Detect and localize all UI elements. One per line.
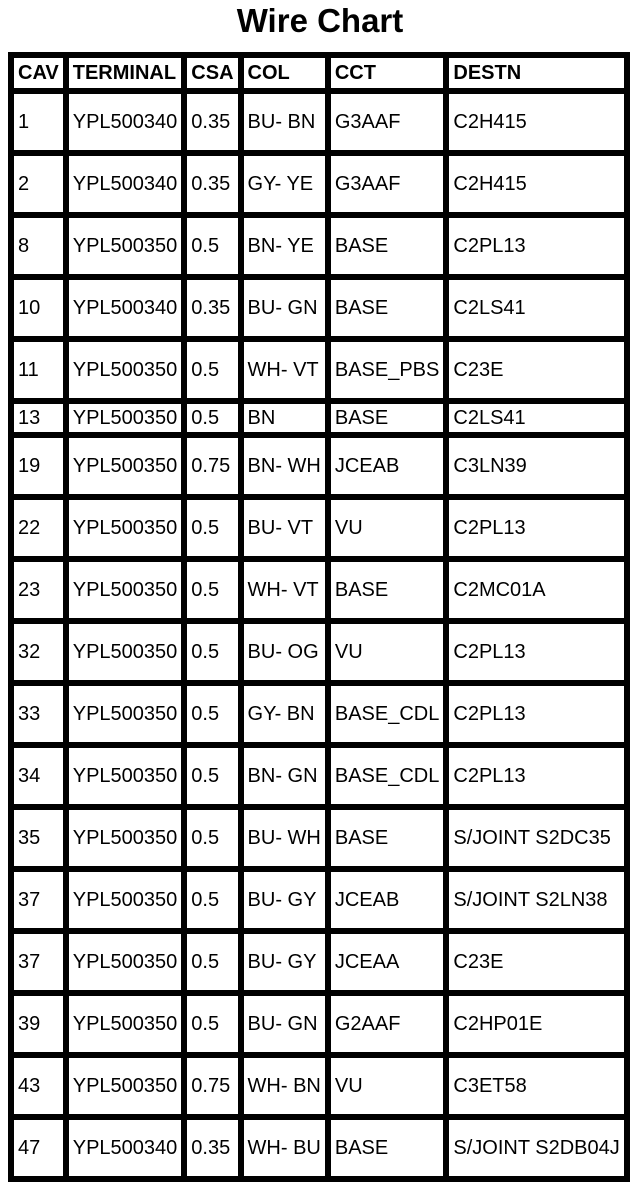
cell-destn: C2H415	[446, 91, 626, 153]
cell-col: WH- VT	[241, 559, 328, 621]
cell-terminal: YPL500340	[66, 1117, 185, 1179]
table-header-row	[11, 55, 627, 91]
cell-col: BU- GY	[241, 931, 328, 993]
cell-destn: S/JOINT S2DC35	[446, 807, 626, 869]
cell-col: WH- BU	[241, 1117, 328, 1179]
cell-cav: 47	[11, 1117, 66, 1179]
cell-csa: 0.5	[184, 621, 240, 683]
cell-cav: 37	[11, 869, 66, 931]
cell-destn: C2PL13	[446, 745, 626, 807]
cell-col: BU- VT	[241, 497, 328, 559]
cell-cct: JCEAA	[328, 931, 447, 993]
cell-col: BU- OG	[241, 621, 328, 683]
cell-cct: BASE	[328, 215, 447, 277]
cell-csa: 0.35	[184, 153, 240, 215]
table-row	[11, 277, 627, 339]
header-cav: CAV	[11, 55, 66, 91]
header-terminal: TERMINAL	[66, 55, 185, 91]
cell-cav: 34	[11, 745, 66, 807]
cell-cav: 2	[11, 153, 66, 215]
cell-csa: 0.35	[184, 91, 240, 153]
cell-terminal: YPL500350	[66, 215, 185, 277]
table-row	[11, 1117, 627, 1179]
cell-cav: 37	[11, 931, 66, 993]
cell-destn: C3ET58	[446, 1055, 626, 1117]
cell-terminal: YPL500350	[66, 1055, 185, 1117]
header-destn: DESTN	[446, 55, 626, 91]
table-row	[11, 153, 627, 215]
table-row	[11, 745, 627, 807]
cell-cct: JCEAB	[328, 435, 447, 497]
table-row	[11, 683, 627, 745]
cell-csa: 0.5	[184, 215, 240, 277]
cell-cct: BASE_CDL	[328, 683, 447, 745]
cell-terminal: YPL500340	[66, 277, 185, 339]
cell-cav: 35	[11, 807, 66, 869]
cell-cct: BASE_CDL	[328, 745, 447, 807]
cell-csa: 0.35	[184, 277, 240, 339]
header-cct: CCT	[328, 55, 447, 91]
cell-terminal: YPL500350	[66, 621, 185, 683]
cell-csa: 0.5	[184, 497, 240, 559]
wire-chart-table	[8, 52, 630, 1182]
cell-terminal: YPL500350	[66, 497, 185, 559]
table-row	[11, 1055, 627, 1117]
cell-destn: S/JOINT S2DB04J	[446, 1117, 626, 1179]
cell-cav: 39	[11, 993, 66, 1055]
cell-csa: 0.35	[184, 1117, 240, 1179]
cell-cct: BASE	[328, 401, 447, 435]
table-row	[11, 621, 627, 683]
cell-cct: BASE	[328, 559, 447, 621]
cell-col: BU- GN	[241, 993, 328, 1055]
cell-cav: 23	[11, 559, 66, 621]
cell-cct: VU	[328, 621, 447, 683]
table-row	[11, 91, 627, 153]
cell-cct: G3AAF	[328, 91, 447, 153]
cell-cav: 1	[11, 91, 66, 153]
table-body	[11, 91, 627, 1179]
cell-cav: 43	[11, 1055, 66, 1117]
cell-cav: 22	[11, 497, 66, 559]
cell-destn: C2PL13	[446, 497, 626, 559]
cell-csa: 0.75	[184, 435, 240, 497]
cell-destn: C2MC01A	[446, 559, 626, 621]
cell-csa: 0.5	[184, 683, 240, 745]
cell-col: BN	[241, 401, 328, 435]
table-row	[11, 339, 627, 401]
table-row	[11, 215, 627, 277]
cell-cav: 10	[11, 277, 66, 339]
cell-destn: C2H415	[446, 153, 626, 215]
cell-terminal: YPL500350	[66, 339, 185, 401]
cell-terminal: YPL500350	[66, 807, 185, 869]
cell-cav: 11	[11, 339, 66, 401]
cell-destn: C2LS41	[446, 277, 626, 339]
cell-cav: 8	[11, 215, 66, 277]
table-row	[11, 869, 627, 931]
cell-cct: BASE	[328, 807, 447, 869]
cell-cav: 33	[11, 683, 66, 745]
cell-csa: 0.5	[184, 931, 240, 993]
header-col: COL	[241, 55, 328, 91]
cell-cct: JCEAB	[328, 869, 447, 931]
table-row	[11, 497, 627, 559]
cell-destn: C2PL13	[446, 621, 626, 683]
cell-col: GY- YE	[241, 153, 328, 215]
cell-terminal: YPL500350	[66, 869, 185, 931]
cell-col: WH- VT	[241, 339, 328, 401]
table-row	[11, 435, 627, 497]
cell-cct: G3AAF	[328, 153, 447, 215]
cell-csa: 0.5	[184, 993, 240, 1055]
cell-terminal: YPL500350	[66, 931, 185, 993]
cell-terminal: YPL500350	[66, 401, 185, 435]
cell-cav: 13	[11, 401, 66, 435]
cell-destn: C2HP01E	[446, 993, 626, 1055]
cell-cct: VU	[328, 497, 447, 559]
cell-terminal: YPL500350	[66, 993, 185, 1055]
cell-destn: S/JOINT S2LN38	[446, 869, 626, 931]
cell-col: BU- GY	[241, 869, 328, 931]
table-row	[11, 559, 627, 621]
cell-col: GY- BN	[241, 683, 328, 745]
cell-csa: 0.75	[184, 1055, 240, 1117]
table-row	[11, 993, 627, 1055]
cell-col: BN- GN	[241, 745, 328, 807]
cell-terminal: YPL500350	[66, 435, 185, 497]
cell-col: BN- WH	[241, 435, 328, 497]
cell-csa: 0.5	[184, 559, 240, 621]
cell-col: BU- GN	[241, 277, 328, 339]
cell-csa: 0.5	[184, 869, 240, 931]
cell-csa: 0.5	[184, 745, 240, 807]
table-row	[11, 931, 627, 993]
cell-destn: C2PL13	[446, 215, 626, 277]
cell-destn: C2LS41	[446, 401, 626, 435]
cell-terminal: YPL500350	[66, 559, 185, 621]
cell-destn: C2PL13	[446, 683, 626, 745]
cell-cct: G2AAF	[328, 993, 447, 1055]
table-row	[11, 807, 627, 869]
cell-cct: BASE_PBS	[328, 339, 447, 401]
cell-destn: C3LN39	[446, 435, 626, 497]
cell-terminal: YPL500340	[66, 153, 185, 215]
cell-cct: BASE	[328, 277, 447, 339]
cell-cct: BASE	[328, 1117, 447, 1179]
cell-destn: C23E	[446, 339, 626, 401]
cell-csa: 0.5	[184, 339, 240, 401]
cell-col: BU- BN	[241, 91, 328, 153]
cell-csa: 0.5	[184, 807, 240, 869]
cell-terminal: YPL500350	[66, 745, 185, 807]
cell-col: BU- WH	[241, 807, 328, 869]
page-title: Wire Chart	[236, 2, 404, 39]
header-csa: CSA	[184, 55, 240, 91]
cell-cct: VU	[328, 1055, 447, 1117]
cell-cav: 32	[11, 621, 66, 683]
cell-col: BN- YE	[241, 215, 328, 277]
cell-terminal: YPL500340	[66, 91, 185, 153]
cell-terminal: YPL500350	[66, 683, 185, 745]
cell-csa: 0.5	[184, 401, 240, 435]
table-row	[11, 401, 627, 435]
cell-col: WH- BN	[241, 1055, 328, 1117]
cell-destn: C23E	[446, 931, 626, 993]
cell-cav: 19	[11, 435, 66, 497]
